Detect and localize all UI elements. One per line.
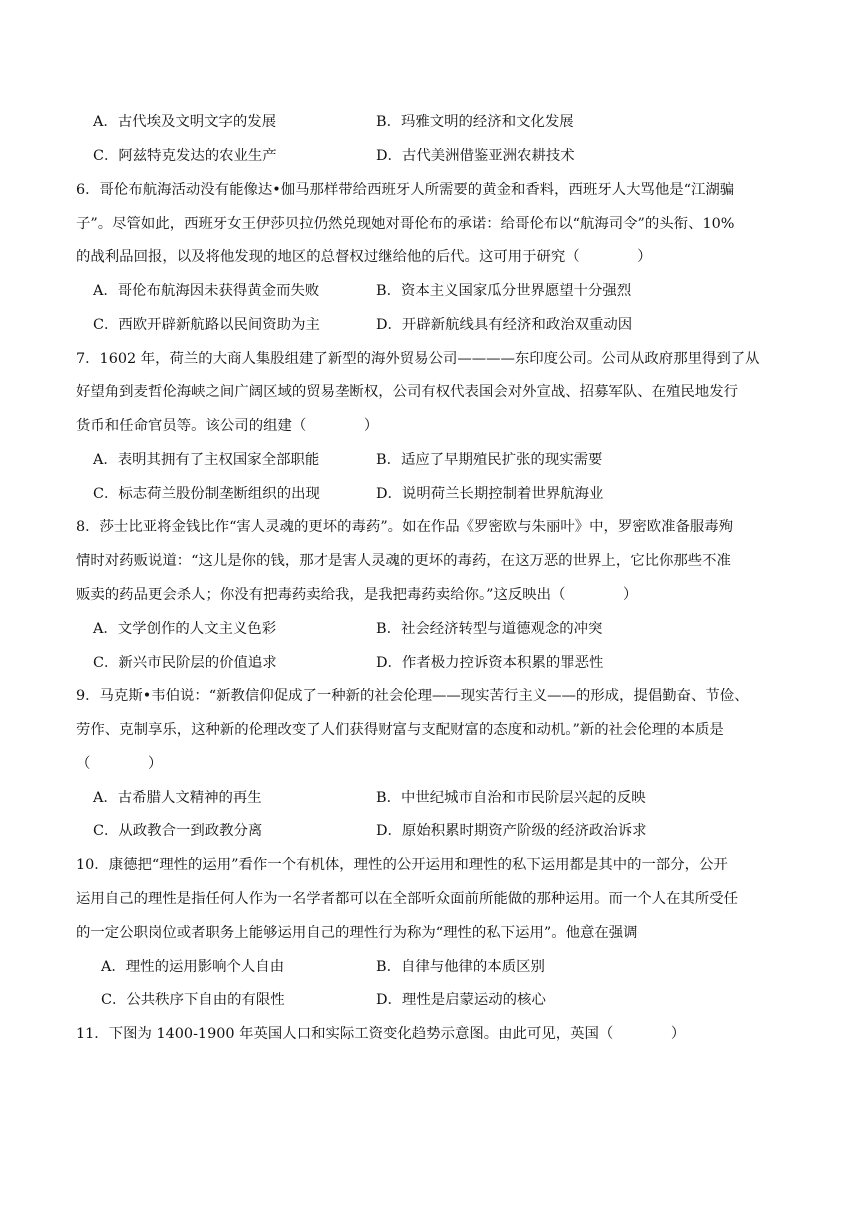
q10-stem-line-2: 运用自己的理性是指任何人作为一名学者都可以在全部听众面前所能做的那种运用。而一个人在其所受任 — [76, 891, 738, 907]
q8-option-a[interactable]: A．文学创作的人文主义色彩 — [93, 621, 277, 637]
q6-option-b[interactable]: B．资本主义国家瓜分世界愿望十分强烈 — [376, 283, 632, 299]
q5-option-a[interactable]: A．古代埃及文明文字的发展 — [93, 114, 277, 130]
q7-stem-line-2: 好望角到麦哲伦海峡之间广阔区域的贸易垄断权，公司有权代表国会对外宣战、招募军队、在殖民地发行 — [76, 384, 738, 400]
q8-stem-line-2: 情时对药贩说道：“这儿是你的钱，那才是害人灵魂的更坏的毒药，在这万恶的世界上，它比你那些不准 — [76, 553, 731, 569]
q7-stem-line-3: 货币和任命官员等。该公司的组建（ ） — [76, 418, 379, 434]
q6-stem-line-2: 子”。尽管如此，西班牙女王伊莎贝拉仍然兑现她对哥伦布的承诺：给哥伦布以“航海司令”的头衔、10% — [76, 216, 735, 232]
q7-option-c[interactable]: C．标志荷兰股份制垄断组织的出现 — [93, 486, 320, 502]
q10-option-d[interactable]: D．理性是启蒙运动的核心 — [376, 992, 546, 1008]
q5-option-d[interactable]: D．古代美洲借鉴亚洲农耕技术 — [376, 148, 575, 164]
q10-stem-line-1: 10．康德把“理性的运用”看作一个有机体，理性的公开运用和理性的私下运用都是其中的一部分，公开 — [76, 857, 728, 873]
q7-option-a[interactable]: A．表明其拥有了主权国家全部职能 — [93, 452, 320, 468]
q9-option-c[interactable]: C．从政教合一到政教分离 — [93, 823, 263, 839]
q6-option-a[interactable]: A．哥伦布航海因未获得黄金而失败 — [93, 283, 320, 299]
q8-option-c[interactable]: C．新兴市民阶层的价值追求 — [93, 655, 277, 671]
q10-option-a[interactable]: A．理性的运用影响个人自由 — [101, 959, 285, 975]
q7-stem-line-1: 7．1602 年，荷兰的大商人集股组建了新型的海外贸易公司————东印度公司。公司从政府那里得到了从 — [76, 351, 760, 367]
q9-option-b[interactable]: B．中世纪城市自治和市民阶层兴起的反映 — [376, 790, 646, 806]
q9-option-a[interactable]: A．古希腊人文精神的再生 — [93, 790, 262, 806]
q5-option-c[interactable]: C．阿兹特克发达的农业生产 — [93, 148, 277, 164]
q11-stem-line-1: 11．下图为 1400-1900 年英国人口和实际工资变化趋势示意图。由此可见，英国（ ） — [76, 1026, 686, 1042]
q9-option-d[interactable]: D．原始积累时期资产阶级的经济政治诉求 — [376, 823, 647, 839]
q6-option-c[interactable]: C．西欧开辟新航路以民间资助为主 — [93, 317, 320, 333]
q8-option-b[interactable]: B．社会经济转型与道德观念的冲突 — [376, 621, 603, 637]
q7-option-d[interactable]: D．说明荷兰长期控制着世界航海业 — [376, 486, 604, 502]
q6-option-d[interactable]: D．开辟新航线具有经济和政治双重动因 — [376, 317, 633, 333]
q8-stem-line-3: 贩卖的药品更会杀人；你没有把毒药卖给我，是我把毒药卖给你。”这反映出（ ） — [76, 587, 638, 603]
q6-stem-line-3: 的战利品回报，以及将他发现的地区的总督权过继给他的后代。这可用于研究（ ） — [76, 249, 652, 265]
q9-stem-line-3: （ ） — [76, 756, 163, 772]
q9-stem-line-2: 劳作、克制享乐，这种新的伦理改变了人们获得财富与支配财富的态度和动机。”新的社会伦理的本质是 — [76, 722, 724, 738]
q8-option-d[interactable]: D．作者极力控诉资本积累的罪恶性 — [376, 655, 604, 671]
q9-stem-line-1: 9．马克斯•韦伯说：“新教信仰促成了一种新的社会伦理——现实苦行主义——的形成，提倡勤奋、节俭、 — [76, 688, 749, 704]
q8-stem-line-1: 8．莎士比亚将金钱比作“害人灵魂的更坏的毒药”。如在作品《罗密欧与朱丽叶》中，罗密欧准备服毒殉 — [76, 519, 734, 535]
q10-stem-line-3: 的一定公职岗位或者职务上能够运用自己的理性行为称为“理性的私下运用”。他意在强调 — [76, 925, 638, 941]
q7-option-b[interactable]: B．适应了早期殖民扩张的现实需要 — [376, 452, 603, 468]
q10-option-b[interactable]: B．自律与他律的本质区别 — [376, 959, 545, 975]
q5-option-b[interactable]: B．玛雅文明的经济和文化发展 — [376, 114, 574, 130]
q10-option-c[interactable]: C．公共秩序下自由的有限性 — [101, 992, 285, 1008]
q6-stem-line-1: 6．哥伦布航海活动没有能像达•伽马那样带给西班牙人所需要的黄金和香料，西班牙人大骂他是“江湖骗 — [76, 182, 735, 198]
